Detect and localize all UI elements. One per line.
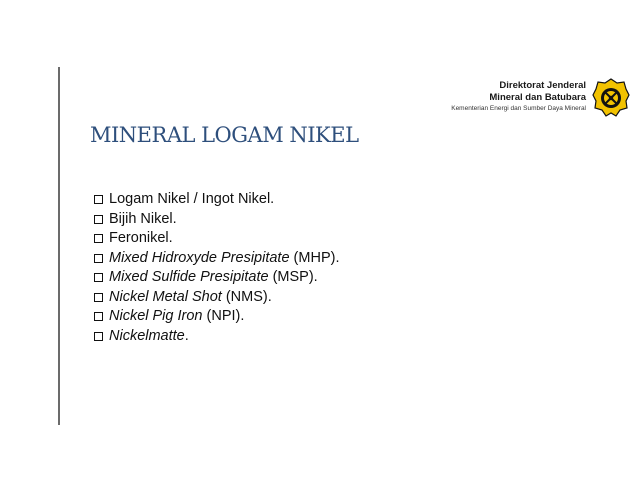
list-item-text <box>109 249 339 269</box>
list-item-italic-term: Mixed Sulfide Presipitate <box>109 269 269 285</box>
org-name-line1: Direktorat Jenderal <box>499 80 586 91</box>
list-item-plain-text: Bijih Nikel. <box>109 210 177 227</box>
page-title: MINERAL LOGAM NIKEL <box>90 123 359 147</box>
checkbox-bullet-icon <box>94 312 103 321</box>
list-item <box>94 307 339 327</box>
list-item-plain-text: Logam Nikel / Ingot Nikel. <box>109 191 275 207</box>
list-item-italic-term: Nickel Metal Shot <box>109 288 222 305</box>
list-item <box>94 268 339 288</box>
checkbox-bullet-icon <box>94 215 103 224</box>
list-item <box>94 288 339 308</box>
list-item-text <box>109 268 318 288</box>
list-item-italic-term: Nickelmatte <box>109 327 185 344</box>
list-item-plain-text: . <box>184 327 189 344</box>
left-divider <box>58 67 60 425</box>
list-item-text <box>109 190 274 210</box>
checkbox-bullet-icon <box>94 195 103 204</box>
list-item <box>94 210 339 230</box>
list-item-italic-term: Mixed Hidroxyde Presipitate <box>109 249 290 266</box>
list-item-plain-text: Feronikel. <box>109 230 173 246</box>
list-item <box>94 327 339 347</box>
list-item-text <box>109 307 244 327</box>
list-item-plain-text: (MHP). <box>289 249 340 266</box>
list-item-plain-text: (NPI). <box>202 308 245 324</box>
ministry-logo-icon <box>592 78 630 118</box>
ministry-name: Kementerian Energi dan Sumber Daya Mineral <box>451 105 586 112</box>
checkbox-bullet-icon <box>94 234 103 243</box>
list-item <box>94 190 339 210</box>
checkbox-bullet-icon <box>94 254 103 263</box>
org-header <box>451 80 586 114</box>
nickel-product-list <box>94 190 339 346</box>
checkbox-bullet-icon <box>94 293 103 302</box>
list-item <box>94 249 339 269</box>
list-item-text <box>109 288 272 308</box>
checkbox-bullet-icon <box>94 332 103 341</box>
list-item-plain-text: (MSP). <box>268 269 318 285</box>
list-item-text <box>109 229 173 249</box>
checkbox-bullet-icon <box>94 273 103 282</box>
list-item-text <box>109 327 189 347</box>
list-item-text <box>109 210 177 230</box>
list-item-italic-term: Nickel Pig Iron <box>109 308 203 324</box>
list-item <box>94 229 339 249</box>
org-name-line2: Mineral dan Batubara <box>489 92 586 103</box>
list-item-plain-text: (NMS). <box>221 288 272 305</box>
